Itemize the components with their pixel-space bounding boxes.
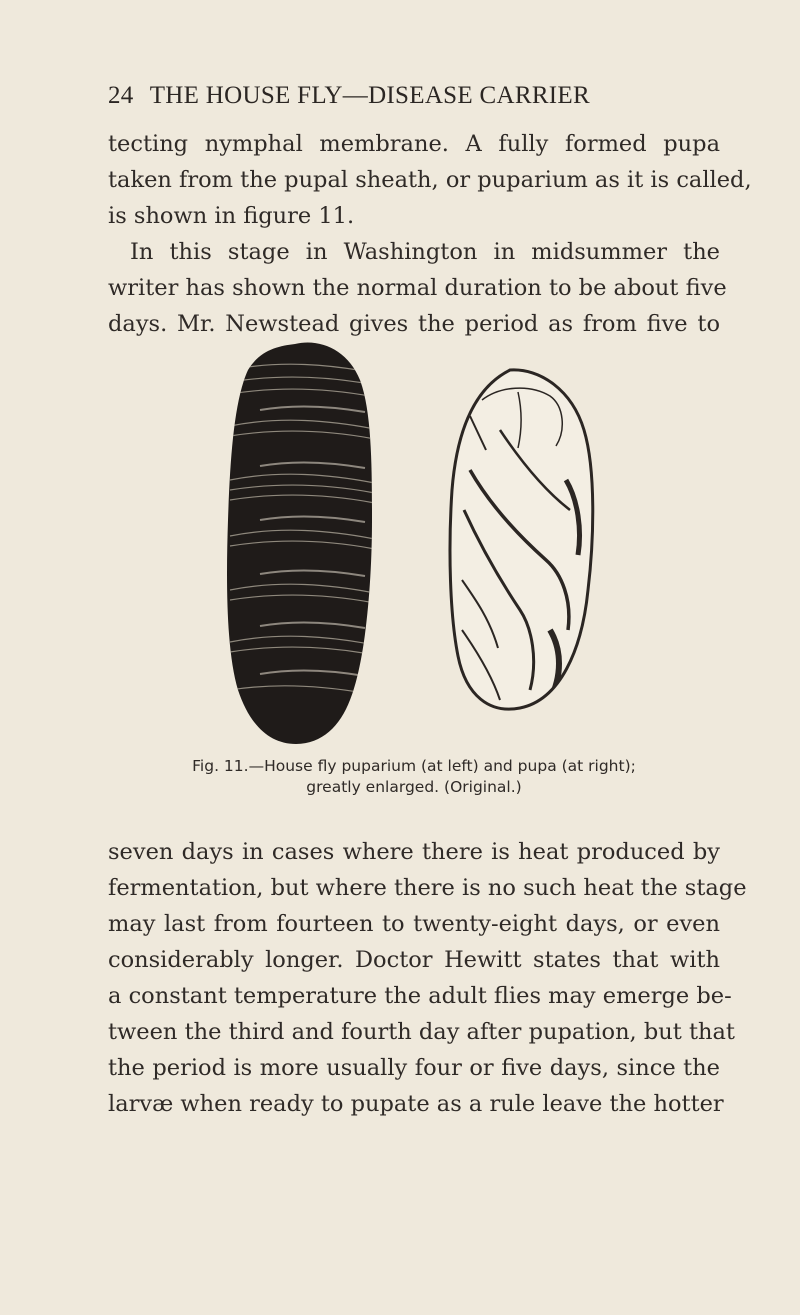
pupa-drawing bbox=[450, 370, 593, 709]
page-number: 24 bbox=[108, 82, 134, 109]
text-line: considerably longer. Doctor Hewitt states that with bbox=[108, 947, 720, 973]
text-line: writer has shown the normal duration to be about five bbox=[108, 275, 727, 301]
caption-line: greatly enlarged. (Original.) bbox=[306, 778, 522, 796]
text-line: seven days in cases where there is heat produced by bbox=[108, 839, 720, 865]
text-line: fermentation, but where there is no such heat the stage bbox=[108, 875, 747, 901]
text-line: In this stage in Washington in midsummer the bbox=[130, 239, 720, 265]
text-line: the period is more usually four or five days, since the bbox=[108, 1055, 720, 1081]
figure-caption bbox=[108, 756, 720, 798]
text-line: is shown in figure 11. bbox=[108, 203, 355, 229]
running-header bbox=[108, 82, 708, 110]
figure-illustration bbox=[200, 330, 620, 750]
running-title: THE HOUSE FLY—DISEASE CARRIER bbox=[149, 82, 590, 109]
text-line: tecting nymphal membrane. A fully formed pupa bbox=[108, 131, 720, 157]
text-line: a constant temperature the adult flies may emerge be- bbox=[108, 983, 732, 1009]
puparium-drawing bbox=[220, 330, 390, 750]
text-line: taken from the pupal sheath, or puparium as it is called, bbox=[108, 167, 752, 193]
text-line: larvæ when ready to pupate as a rule leave the hotter bbox=[108, 1091, 724, 1117]
text-line: tween the third and fourth day after pupation, but that bbox=[108, 1019, 735, 1045]
paragraph-bottom bbox=[108, 834, 747, 1122]
text-line: may last from fourteen to twenty-eight days, or even bbox=[108, 911, 720, 937]
caption-line: Fig. 11.—House fly puparium (at left) and pupa (at right); bbox=[192, 757, 636, 775]
paragraph-top bbox=[108, 126, 752, 342]
text-line: days. Mr. Newstead gives the period as from five to bbox=[108, 311, 720, 337]
